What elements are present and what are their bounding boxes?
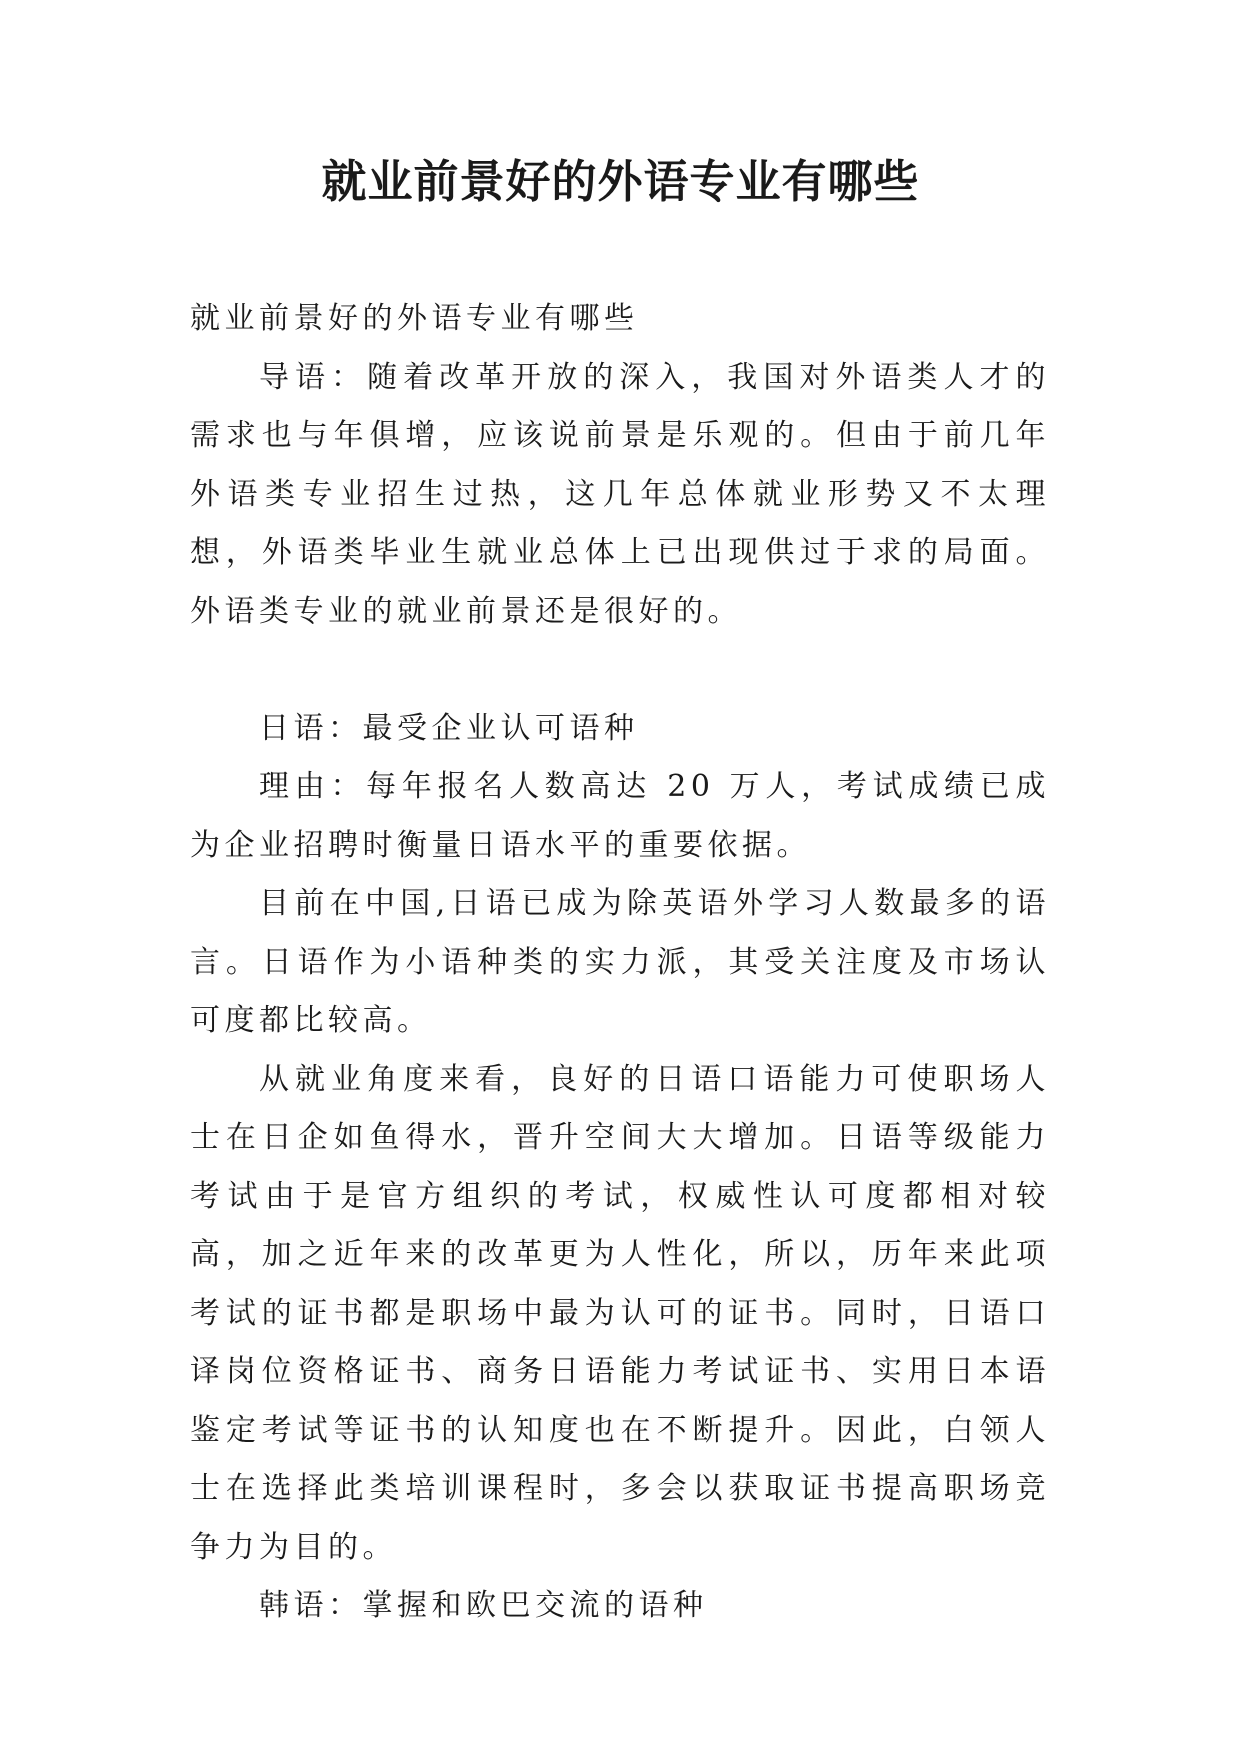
paragraph-japanese-employment: 从就业角度来看，良好的日语口语能力可使职场人士在日企如鱼得水，晋升空间大大增加。日语等级能力考试由于是官方组织的考试，权威性认可度都相对较高，加之近年来的改革更为人性化，所以，历年来此项考试的证书都是职场中最为认可的证书。同时，日语口译岗位资格证书、商务日语能力考试证书、实用日本语鉴定考试等证书的认知度也在不断提升。因此，白领人士在选择此类培训课程时，多会以获取证书提高职场竞争力为目的。: [190, 1061, 1050, 1565]
paragraph-heading: 就业前景好的外语专业有哪些: [190, 301, 639, 336]
paragraph-korean-heading: 韩语：掌握和欧巴交流的语种: [259, 1588, 708, 1623]
document-body: [190, 290, 1050, 1636]
paragraph-japanese-status: 目前在中国,日语已成为除英语外学习人数最多的语言。日语作为小语种类的实力派，其受关注度及市场认可度都比较高。: [190, 886, 1050, 1038]
paragraph-intro: 导语：随着改革开放的深入，我国对外语类人才的需求也与年俱增，应该说前景是乐观的。但由于前几年外语类专业招生过热，这几年总体就业形势又不太理想，外语类毕业生就业总体上已出现供过于求的局面。外语类专业的就业前景还是很好的。: [190, 359, 1050, 629]
paragraph-japanese-heading: 日语：最受企业认可语种: [259, 710, 639, 746]
paragraph-spacer: [190, 641, 1050, 700]
paragraph-japanese-reason: 理由：每年报名人数高达 20 万人，考试成绩已成为企业招聘时衡量日语水平的重要依据。: [190, 769, 1050, 863]
document-title: 就业前景好的外语专业有哪些: [321, 155, 920, 208]
